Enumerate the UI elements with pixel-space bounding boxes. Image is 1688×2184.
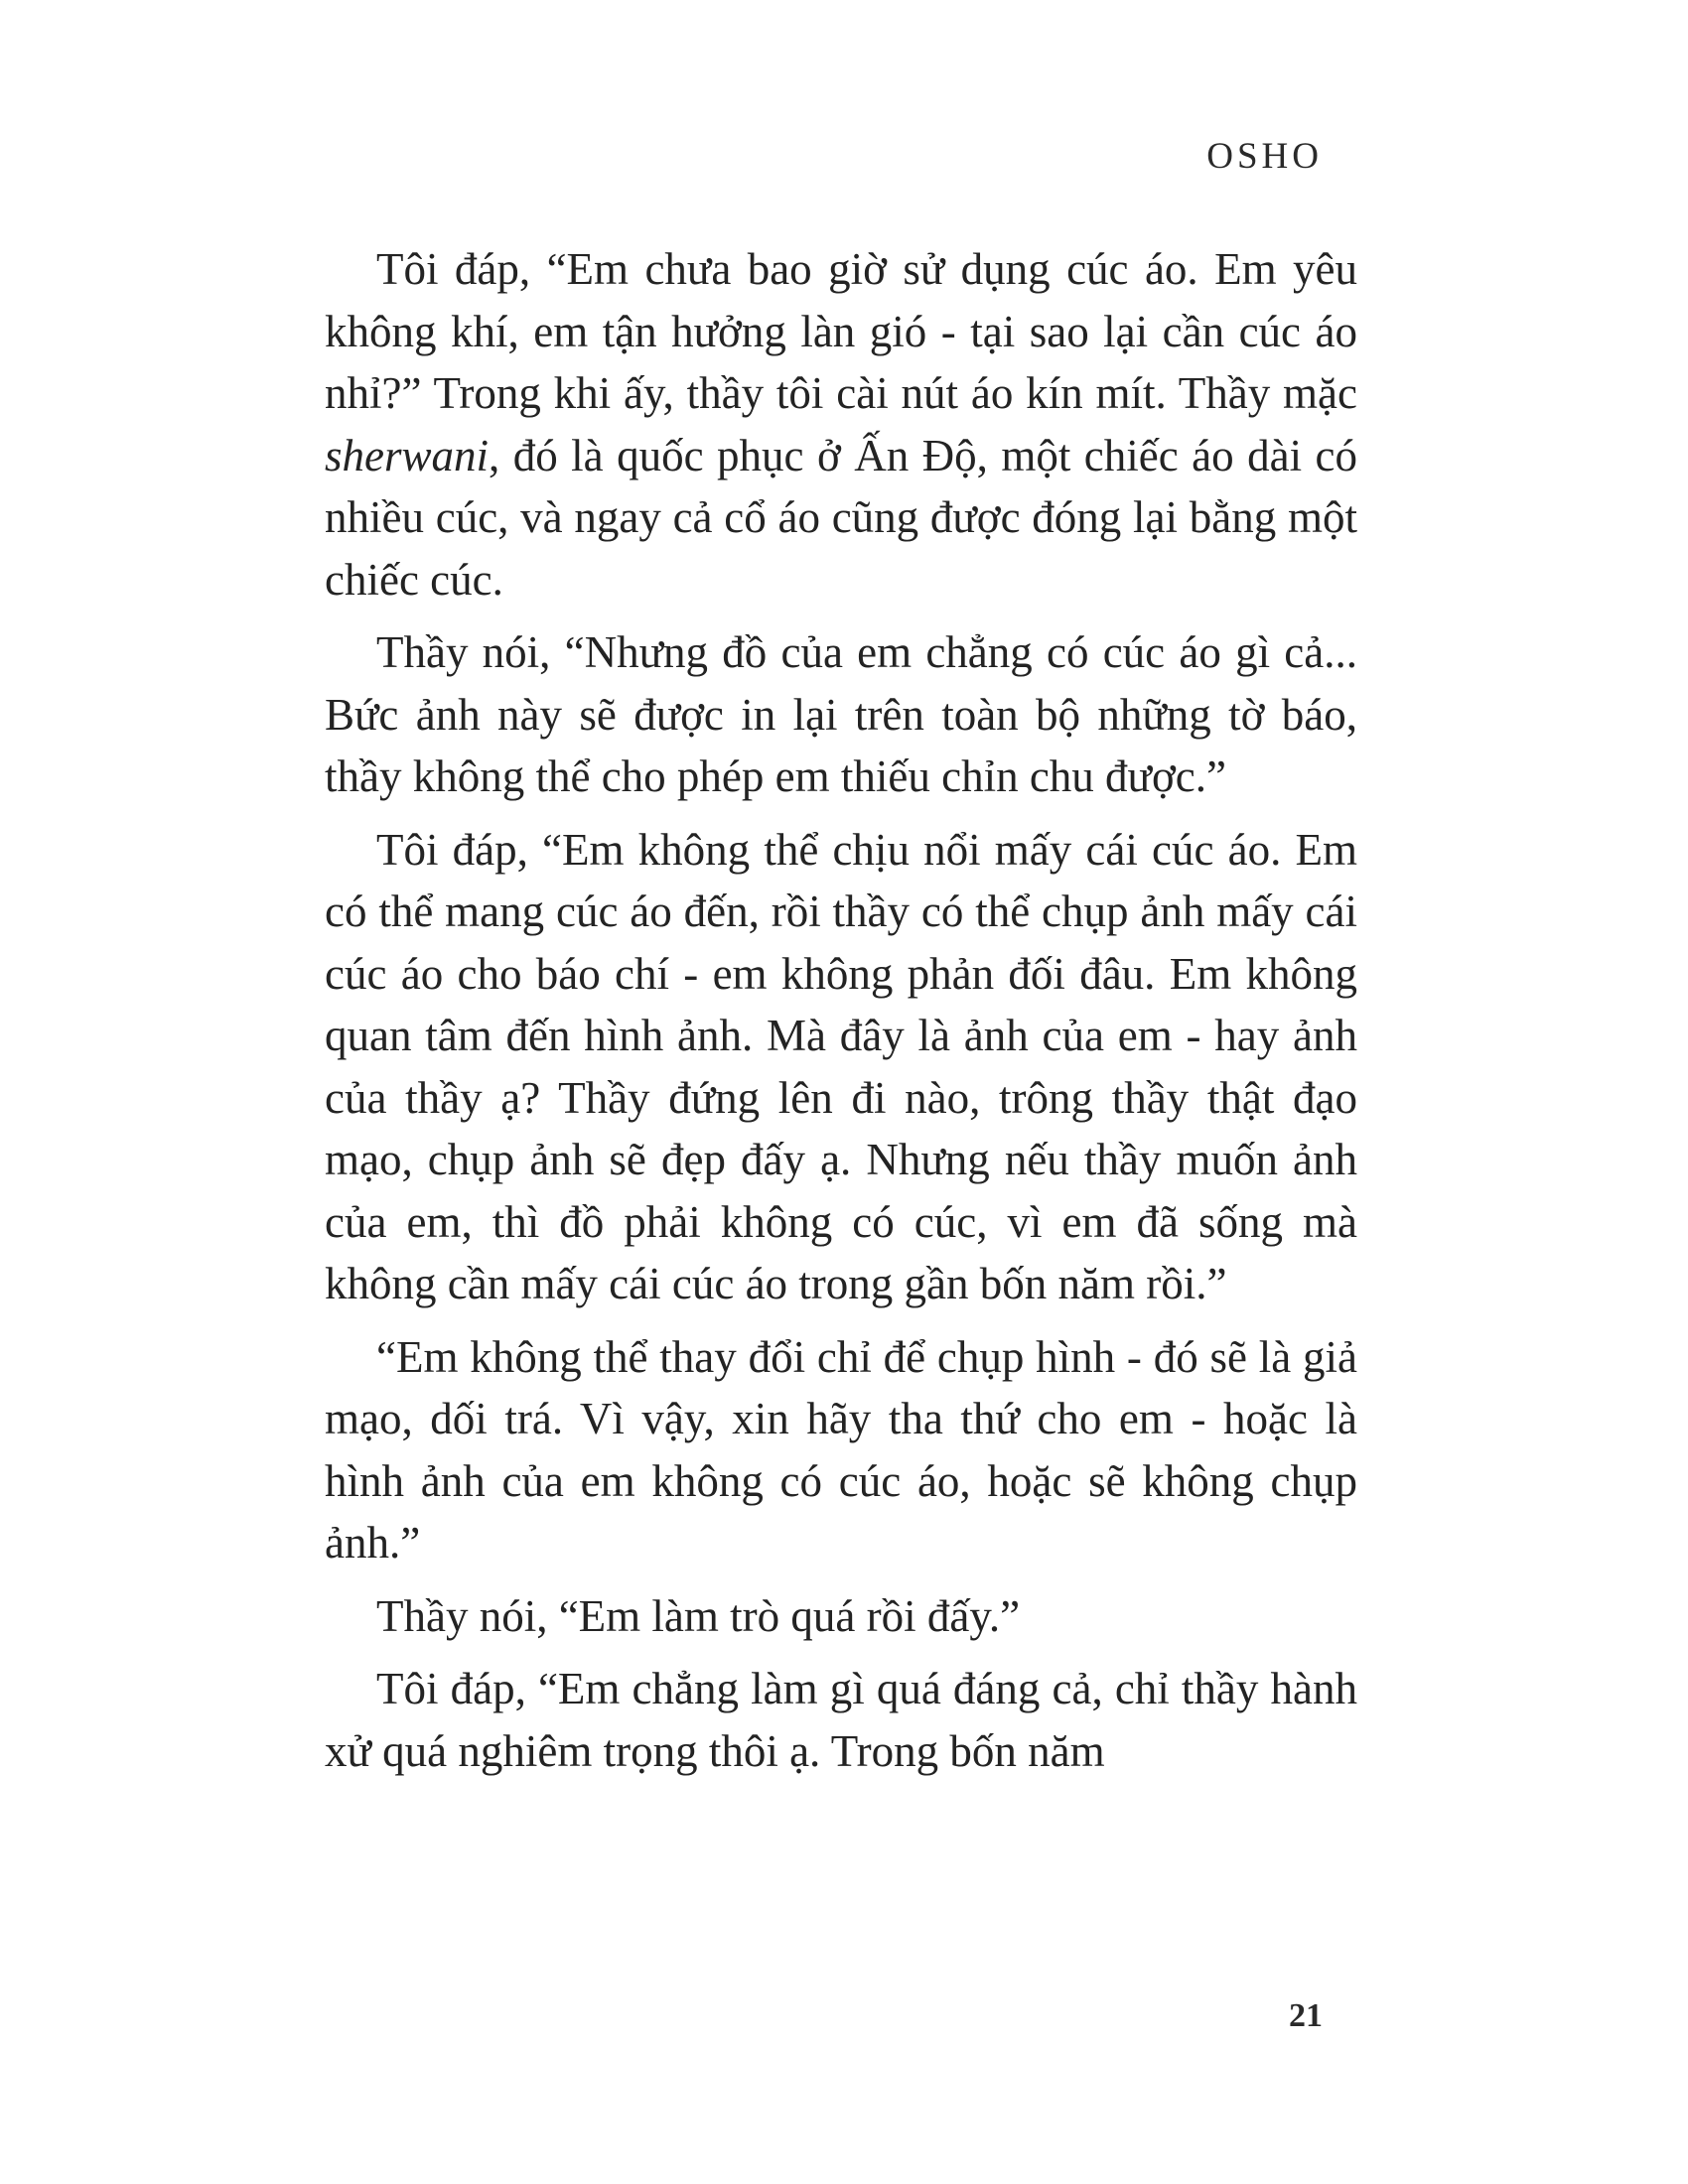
paragraph xyxy=(325,621,1357,808)
text-run: Thầy nói, “Em làm trò quá rồi đấy.” xyxy=(376,1590,1021,1641)
page-number: 21 xyxy=(1289,1997,1323,2034)
paragraph xyxy=(325,1326,1357,1574)
body-text xyxy=(325,238,1357,1782)
paragraph xyxy=(325,819,1357,1315)
paragraph xyxy=(325,238,1357,611)
text-run: , đó là quốc phục ở Ấn Độ, một chiếc áo dài có nhiều cúc, và ngay cả cổ áo cũng được đóng lại bằng một chiếc cúc. xyxy=(325,430,1357,605)
text-run: Thầy nói, “Nhưng đồ của em chẳng có cúc áo gì cả... Bức ảnh này sẽ được in lại trên toàn bộ những tờ báo, thầy không thể cho phép em thiếu chỉn chu được.” xyxy=(325,627,1357,801)
italic-text-run: sherwani xyxy=(325,430,490,480)
running-header: OSHO xyxy=(1206,136,1323,177)
text-run: “Em không thể thay đổi chỉ để chụp hình - đó sẽ là giả mạo, dối trá. Vì vậy, xin hãy tha thứ cho em - hoặc là hình ảnh của em không có cúc áo, hoặc sẽ không chụp ảnh.” xyxy=(325,1331,1357,1568)
paragraph xyxy=(325,1585,1357,1648)
text-run: Tôi đáp, “Em không thể chịu nổi mấy cái cúc áo. Em có thể mang cúc áo đến, rồi thầy có thể chụp ảnh mấy cái cúc áo cho báo chí - em không phản đối đâu. Em không quan tâm đến hình ảnh. Mà đây là ảnh của em - hay ảnh của thầy ạ? Thầy đứng lên đi nào, trông thầy thật đạo mạo, chụp ảnh sẽ đẹp đấy ạ. Nhưng nếu thầy muốn ảnh của em, thì đồ phải không có cúc, vì em đã sống mà không cần mấy cái cúc áo trong gần bốn năm rồi.” xyxy=(325,824,1357,1308)
text-run: Tôi đáp, “Em chưa bao giờ sử dụng cúc áo. Em yêu không khí, em tận hưởng làn gió - tại sao lại cần cúc áo nhỉ?” Trong khi ấy, thầy tôi cài nút áo kín mít. Thầy mặc xyxy=(325,244,1357,418)
text-run: Tôi đáp, “Em chẳng làm gì quá đáng cả, chỉ thầy hành xử quá nghiêm trọng thôi ạ. Trong bốn năm xyxy=(325,1664,1357,1776)
paragraph xyxy=(325,1658,1357,1782)
